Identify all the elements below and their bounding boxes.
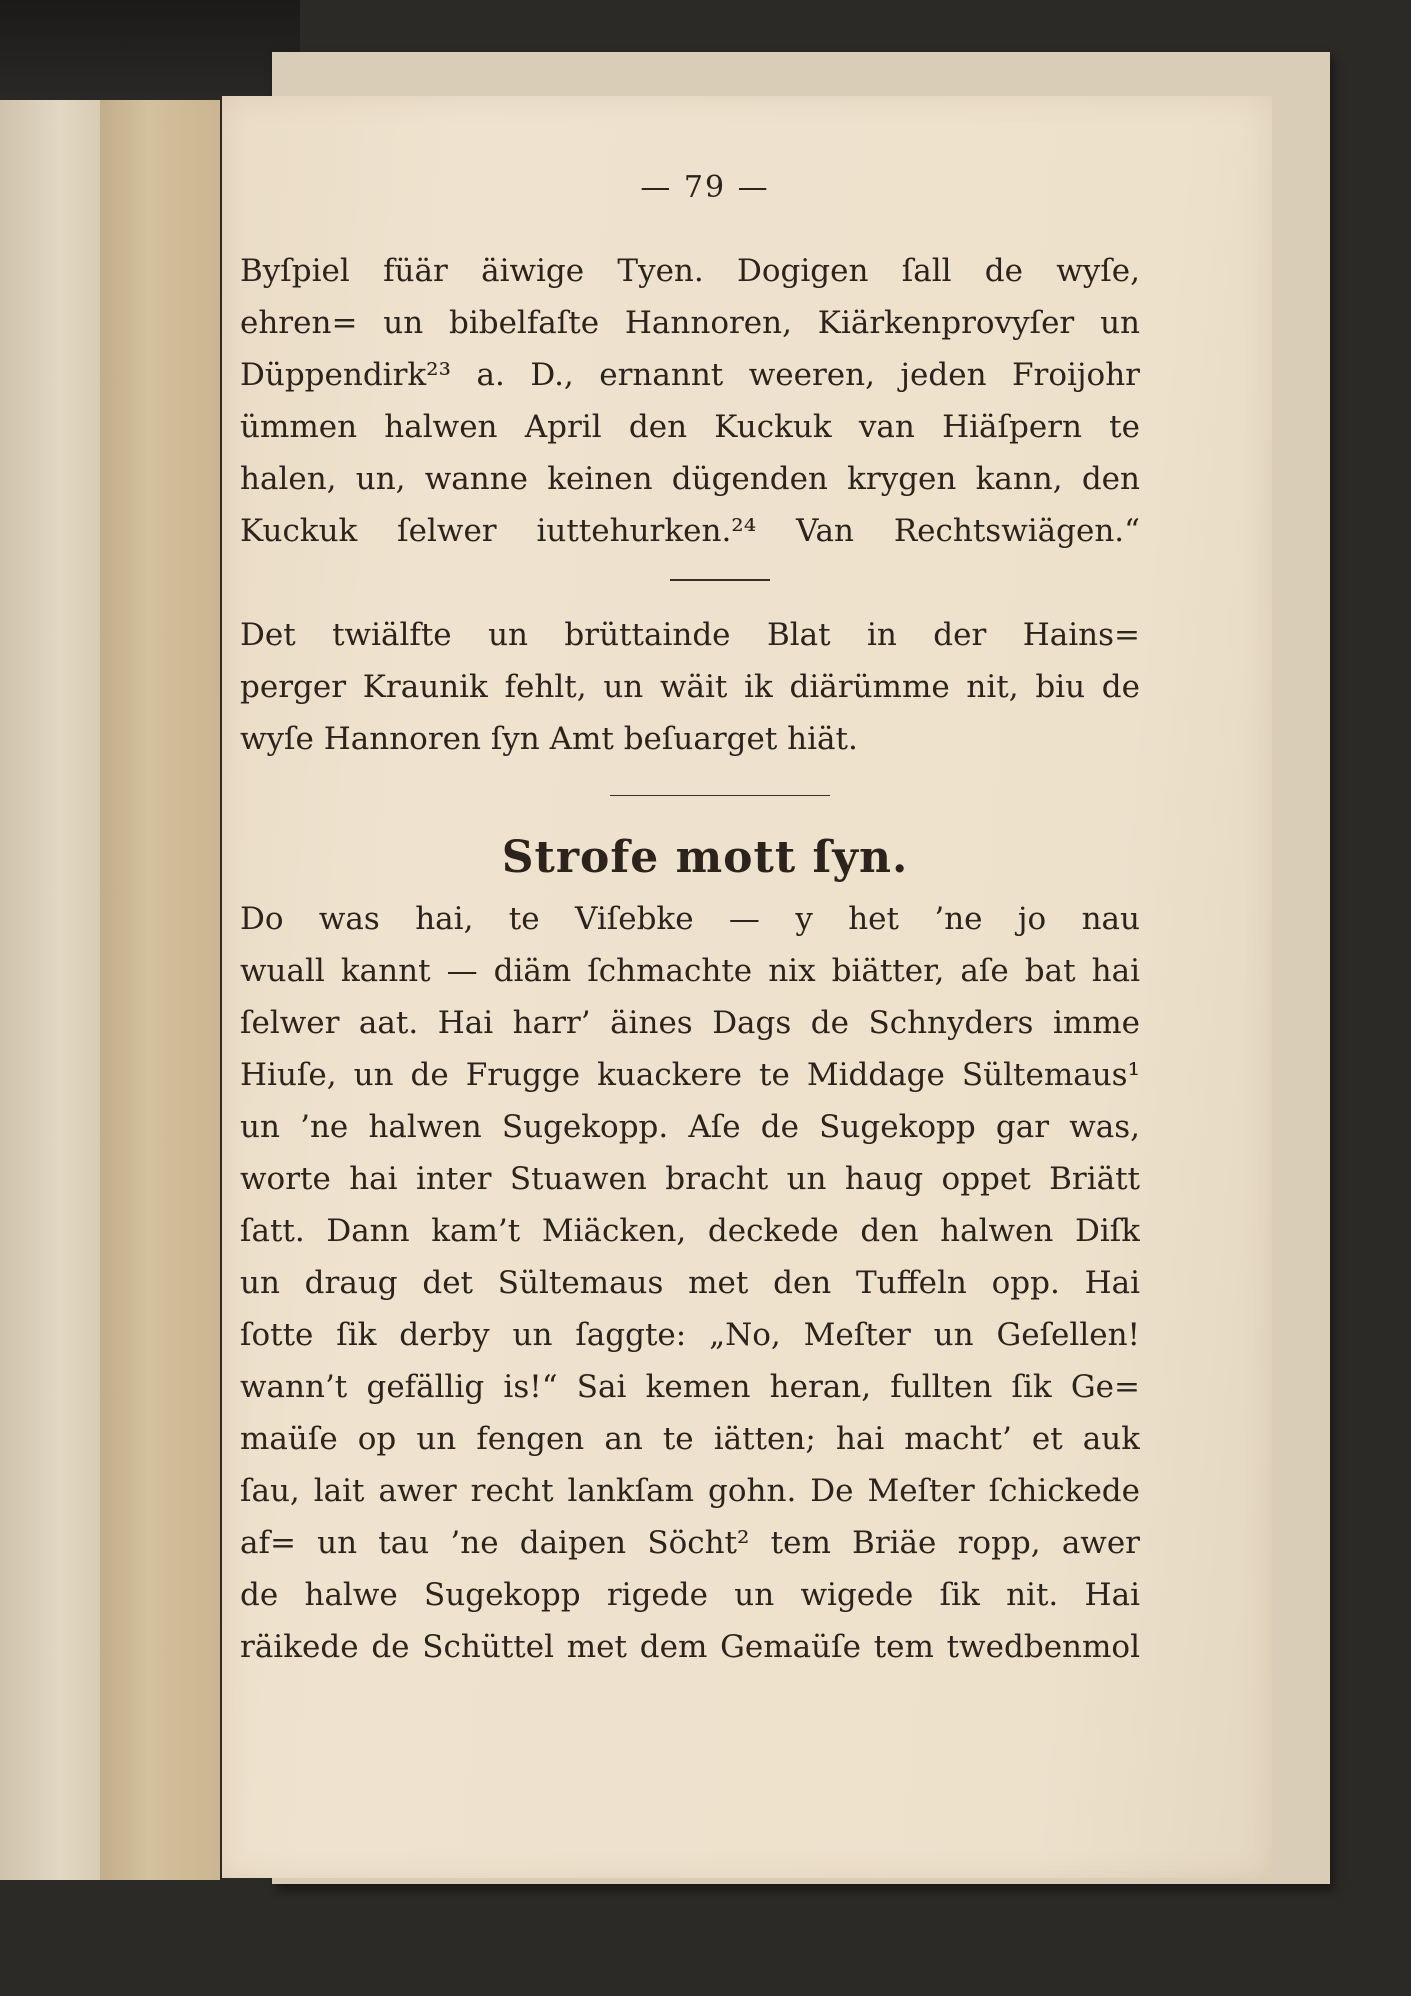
- paragraph-3: [240, 893, 1140, 1673]
- text-line: worte hai inter Stuawen bracht un haug oppet Briätt: [240, 1161, 1140, 1197]
- page-number: — 79 —: [640, 170, 770, 205]
- text-line: de halwe Sugekopp rigede un wigede ſik nit. Hai: [240, 1577, 1140, 1613]
- binding-tape: [100, 100, 220, 1880]
- text-line: Do was hai, te Viſebke — y het ’ne jo nau: [240, 901, 1140, 937]
- text-line: ſotte ſik derby un ſaggte: „No, Meſter un Geſellen!: [240, 1317, 1140, 1353]
- chapter-divider: [610, 795, 830, 796]
- text-line: maüſe op un fengen an te iätten; hai macht’ et auk: [240, 1421, 1140, 1457]
- text-line: Kuckuk ſelwer iuttehurken.²⁴ Van Rechtswiägen.“: [240, 513, 1140, 549]
- text-line: un draug det Sültemaus met den Tuffeln opp. Hai: [240, 1265, 1140, 1301]
- text-line: ümmen halwen April den Kuckuk van Hiäſpern te: [240, 409, 1140, 445]
- text-line: perger Kraunik fehlt, un wäit ik diärümme nit, biu de: [240, 669, 1140, 705]
- section-divider: [670, 579, 770, 581]
- text-line: Düppendirk²³ a. D., ernannt weeren, jeden Froijohr: [240, 357, 1140, 393]
- text-line: Det twiälfte un brüttainde Blat in der Hains=: [240, 617, 1140, 653]
- left-page-edge: [0, 100, 100, 1880]
- paragraph-2: [240, 609, 1140, 765]
- text-line: räikede de Schüttel met dem Gemaüſe tem twedbenmol: [240, 1629, 1140, 1665]
- text-line: Hiuſe, un de Frugge kuackere te Middage Sültemaus¹: [240, 1057, 1140, 1093]
- text-line: ehren= un bibelfaſte Hannoren, Kiärkenprovyſer un: [240, 305, 1140, 341]
- text-line: halen, un, wanne keinen dügenden krygen kann, den: [240, 461, 1140, 497]
- text-line: un ’ne halwen Sugekopp. Aſe de Sugekopp gar was,: [240, 1109, 1140, 1145]
- page-text: [240, 170, 1140, 1673]
- paragraph-1: [240, 245, 1140, 557]
- book-cover-cloth: [0, 0, 300, 100]
- text-line: ſau, lait awer recht lankſam gohn. De Meſter ſchickede: [240, 1473, 1140, 1509]
- text-line: af= un tau ’ne daipen Söcht² tem Briäe ropp, awer: [240, 1525, 1140, 1561]
- text-line: ſatt. Dann kam’t Miäcken, deckede den halwen Diſk: [240, 1213, 1140, 1249]
- text-line: Byſpiel füär äiwige Tyen. Dogigen ſall de wyſe,: [240, 253, 1140, 289]
- text-line: ſelwer aat. Hai harr’ äines Dags de Schnyders imme: [240, 1005, 1140, 1041]
- text-line: wyſe Hannoren ſyn Amt beſuarget hiät.: [240, 721, 858, 757]
- chapter-heading: Strofe mott ſyn.: [501, 832, 909, 883]
- text-line: wuall kannt — diäm ſchmachte nix biätter, aſe bat hai: [240, 953, 1140, 989]
- text-line: wann’t gefällig is!“ Sai kemen heran, fullten ſik Ge=: [240, 1369, 1140, 1405]
